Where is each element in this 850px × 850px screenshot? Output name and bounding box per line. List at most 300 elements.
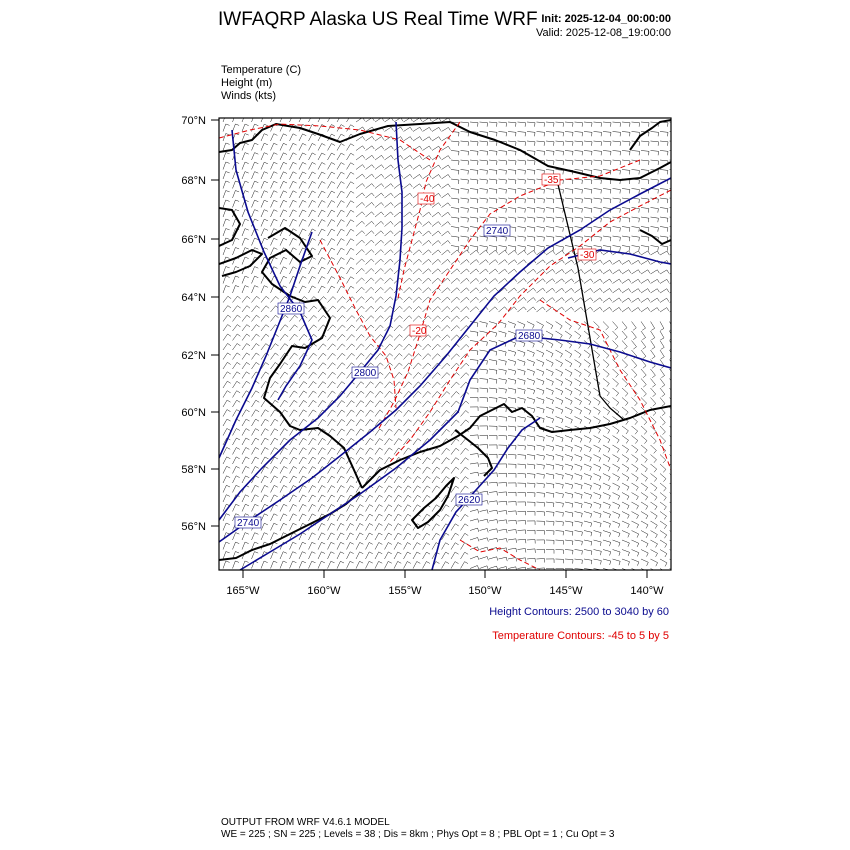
- wind-barb: [480, 566, 489, 570]
- wind-barb: [233, 457, 240, 464]
- wind-barb: [223, 191, 230, 199]
- wind-barb: [242, 143, 249, 150]
- wind-barb: [603, 483, 610, 490]
- wind-barb: [328, 191, 336, 198]
- wind-barb: [537, 455, 545, 460]
- wind-barb: [613, 540, 621, 547]
- wind-barb: [347, 505, 354, 512]
- wind-barb: [565, 407, 572, 414]
- wind-barb: [489, 260, 498, 265]
- wind-barb: [394, 429, 402, 435]
- wind-barb: [499, 260, 508, 265]
- wind-barb: [518, 322, 525, 329]
- wind-barb: [508, 322, 516, 329]
- wind-barb: [556, 260, 565, 265]
- wind-barb: [290, 476, 297, 483]
- wind-barb: [575, 464, 583, 471]
- wind-barb: [556, 493, 564, 498]
- wind-barb: [499, 250, 508, 255]
- wind-barb: [366, 174, 375, 179]
- wind-barb: [404, 373, 412, 379]
- wind-barb: [242, 344, 250, 351]
- wind-barb: [641, 502, 648, 510]
- wind-barb: [480, 141, 488, 146]
- wind-barb: [632, 270, 641, 274]
- wind-barb: [375, 457, 383, 464]
- wind-barb: [489, 160, 497, 165]
- wind-barb: [242, 410, 250, 417]
- wind-barb: [442, 259, 451, 264]
- wind-barb: [318, 391, 326, 398]
- wind-barb: [299, 153, 306, 160]
- wind-barb: [423, 458, 431, 465]
- wind-barb: [347, 267, 355, 274]
- wind-barb: [290, 153, 297, 160]
- wind-barb: [404, 306, 413, 312]
- wind-barb: [290, 238, 297, 245]
- wind-barb: [556, 550, 564, 554]
- wind-barb: [565, 279, 574, 284]
- wind-barb: [603, 160, 611, 165]
- wind-barb: [461, 189, 469, 194]
- wind-barb: [404, 495, 412, 502]
- wind-barb: [508, 379, 516, 385]
- wind-barb: [499, 445, 507, 449]
- wind-barb: [356, 552, 363, 559]
- wind-barb: [347, 286, 355, 293]
- wind-barb: [271, 391, 279, 398]
- wind-barb: [660, 540, 667, 548]
- wind-barb: [432, 524, 440, 531]
- wind-barb: [233, 466, 240, 473]
- wind-barb: [394, 354, 402, 360]
- model-version: OUTPUT FROM WRF V4.6.1 MODEL: [221, 817, 390, 828]
- wind-barb: [318, 125, 325, 132]
- wind-barb: [622, 341, 627, 350]
- wind-barb: [404, 429, 412, 435]
- wind-barb: [356, 344, 364, 350]
- wind-barb: [565, 550, 573, 555]
- wind-barb: [385, 146, 394, 151]
- wind-barb: [394, 420, 402, 426]
- height-label-3: 2680: [518, 331, 541, 342]
- wind-barb: [670, 426, 675, 435]
- wind-barb: [347, 552, 354, 559]
- wind-barb: [318, 419, 326, 426]
- wind-barb: [404, 231, 413, 236]
- wind-barb: [651, 369, 656, 378]
- wind-barb: [261, 476, 268, 483]
- wind-barb: [223, 276, 230, 284]
- wind-barb: [242, 372, 250, 379]
- wind-barb: [271, 552, 278, 559]
- wind-barb: [537, 227, 545, 232]
- wind-barb: [632, 531, 639, 538]
- wind-barb: [651, 474, 657, 482]
- wind-barb: [223, 219, 230, 227]
- wind-barb: [527, 540, 535, 544]
- wind-barb: [651, 279, 660, 283]
- height-label-4: 2620: [458, 495, 481, 506]
- wind-barb: [461, 552, 469, 559]
- wind-barb: [508, 250, 517, 255]
- wind-barb: [641, 464, 647, 472]
- wind-barb: [556, 407, 563, 414]
- wind-barb: [546, 369, 553, 376]
- wind-barb: [546, 251, 555, 256]
- wind-barb: [271, 134, 278, 141]
- wind-barb: [622, 502, 629, 509]
- wind-barb: [603, 388, 609, 396]
- wind-barb: [565, 559, 573, 564]
- wind-barb: [632, 521, 639, 528]
- wind-barb: [565, 360, 572, 368]
- wind-barb: [603, 217, 611, 222]
- wind-barb: [632, 493, 639, 501]
- wind-barb: [622, 398, 628, 406]
- wind-barb: [556, 512, 564, 517]
- wind-barb: [356, 174, 365, 179]
- lon-label-145w: 145°W: [549, 585, 583, 597]
- wind-barb: [575, 208, 583, 213]
- wind-barb: [575, 521, 583, 527]
- wind-barb: [233, 124, 240, 132]
- wind-barb: [470, 482, 479, 486]
- wind-barb: [594, 455, 601, 462]
- wind-barb: [613, 512, 620, 519]
- wind-barb: [299, 448, 307, 455]
- wind-barb: [556, 141, 564, 146]
- wind-barb: [556, 350, 563, 357]
- wind-barb: [613, 445, 620, 453]
- wind-barb: [233, 542, 240, 549]
- wind-barb: [309, 448, 317, 455]
- wind-barb: [404, 203, 413, 208]
- wind-barb: [385, 165, 394, 170]
- wind-barb: [537, 531, 545, 535]
- wind-barb: [261, 523, 268, 530]
- wind-barb: [575, 360, 582, 368]
- wind-barb: [527, 464, 535, 469]
- wind-barb: [356, 240, 365, 245]
- wind-barb: [242, 124, 249, 131]
- wind-barb: [575, 189, 583, 194]
- wind-barb: [489, 566, 498, 570]
- wind-barb: [613, 388, 619, 396]
- wind-barb: [594, 502, 602, 509]
- wind-barb: [337, 258, 345, 265]
- wind-barb: [518, 436, 526, 441]
- wind-barb: [651, 464, 657, 472]
- wind-barb: [375, 184, 384, 189]
- wind-barb: [575, 550, 583, 555]
- wind-barb: [499, 151, 507, 156]
- wind-barb: [366, 165, 375, 170]
- wind-barb: [565, 288, 574, 293]
- wind-barb: [309, 219, 316, 226]
- wind-barb: [309, 533, 316, 540]
- wind-barb: [489, 170, 497, 175]
- wind-barb: [537, 483, 545, 488]
- wind-barb: [271, 315, 279, 321]
- wind-barb: [432, 212, 441, 217]
- wind-barb: [556, 502, 564, 507]
- wind-barb: [660, 236, 668, 241]
- wind-barb: [584, 217, 592, 222]
- wind-barb: [461, 411, 469, 417]
- wind-barb: [290, 467, 297, 474]
- wind-barb: [394, 344, 402, 350]
- wind-barb: [470, 141, 478, 146]
- wind-barb: [603, 512, 611, 519]
- wind-barb: [632, 455, 639, 463]
- wind-barb: [309, 561, 316, 568]
- wind-barb: [537, 350, 544, 357]
- wind-barb: [641, 341, 646, 350]
- wind-barb: [527, 227, 535, 232]
- wind-barb: [546, 436, 554, 442]
- wind-barb: [404, 448, 412, 455]
- wind-barb: [575, 331, 581, 339]
- wind-barb: [489, 520, 498, 524]
- height-label-1: 2740: [486, 226, 509, 237]
- wind-barb: [546, 550, 554, 554]
- wind-barb: [442, 165, 451, 169]
- wind-barb: [556, 521, 564, 526]
- wind-barb: [622, 531, 629, 538]
- wind-barb: [318, 267, 325, 274]
- wind-barb: [499, 189, 507, 194]
- wind-barb: [499, 483, 507, 487]
- wind-barb: [375, 278, 384, 284]
- wind-barb: [223, 143, 230, 151]
- wind-barb: [223, 485, 230, 492]
- wind-barb: [527, 388, 535, 394]
- wind-barb: [366, 250, 375, 255]
- lat-label-68n: 68°N: [181, 175, 206, 187]
- wind-barb: [318, 239, 325, 246]
- coastline-kenai: [455, 430, 492, 476]
- wind-barb: [356, 136, 365, 141]
- wind-barb: [556, 445, 564, 451]
- wind-barb: [404, 184, 413, 189]
- wind-barb: [651, 141, 659, 146]
- wind-barb: [347, 144, 355, 151]
- wind-barb: [651, 417, 657, 426]
- wind-barb: [290, 561, 297, 568]
- wind-barb: [271, 172, 278, 179]
- wind-barb: [641, 417, 647, 425]
- wind-barb: [470, 388, 478, 392]
- wind-barb: [641, 298, 650, 302]
- wind-barb: [404, 156, 413, 161]
- wind-barb: [423, 222, 432, 227]
- wind-barb: [299, 191, 306, 198]
- wind-barb: [565, 455, 573, 461]
- wind-barb: [527, 208, 535, 213]
- wind-barb: [242, 495, 249, 502]
- wind-barb: [280, 191, 287, 198]
- wind-barb: [556, 531, 564, 536]
- wind-barb: [584, 407, 591, 414]
- wind-barb: [280, 238, 287, 245]
- wind-barb: [366, 193, 375, 198]
- wind-barb: [413, 354, 421, 360]
- wind-barb: [242, 466, 249, 473]
- wind-barb: [594, 198, 602, 203]
- wind-barb: [299, 410, 307, 417]
- wind-barb: [356, 410, 364, 417]
- wind-barb: [356, 391, 364, 397]
- wind-barb: [480, 426, 488, 430]
- wind-barb: [537, 379, 545, 386]
- wind-barb: [442, 250, 451, 255]
- wind-barb: [575, 350, 582, 358]
- wind-barb: [499, 269, 508, 274]
- wind-barb: [594, 436, 601, 443]
- init-time: Init: 2025-12-04_00:00:00: [541, 13, 671, 25]
- wind-barb: [651, 398, 656, 407]
- wind-barb: [394, 325, 402, 331]
- wind-barb: [622, 298, 631, 303]
- wind-barb: [261, 448, 268, 455]
- wind-barb: [499, 529, 508, 533]
- wind-barb: [527, 307, 536, 312]
- wind-barb: [508, 502, 516, 506]
- wind-barb: [527, 455, 535, 460]
- wind-barb: [546, 445, 554, 451]
- wind-barb: [470, 398, 478, 402]
- wind-barb: [556, 160, 564, 165]
- wind-barb: [660, 132, 668, 137]
- wind-barb: [527, 530, 535, 534]
- wind-barb: [613, 398, 619, 406]
- wind-barb: [461, 151, 469, 156]
- wind-barb: [451, 160, 459, 165]
- wind-barb: [432, 137, 441, 141]
- wind-barb: [603, 132, 611, 137]
- wind-barb: [461, 316, 470, 321]
- wind-barb: [385, 439, 393, 446]
- wind-barb: [413, 495, 421, 502]
- wind-barb: [641, 474, 648, 482]
- wind-barb: [280, 153, 287, 160]
- wind-barb: [309, 486, 316, 493]
- wind-barb: [651, 246, 659, 251]
- wind-barb: [537, 464, 545, 469]
- wind-barb: [347, 533, 354, 540]
- wind-barb: [233, 476, 240, 483]
- wind-barb: [242, 533, 249, 540]
- wind-barb: [499, 179, 507, 184]
- wind-barb: [546, 236, 554, 241]
- wind-barb: [651, 270, 660, 274]
- wind-barb: [347, 335, 355, 341]
- wind-barb: [641, 122, 649, 127]
- wind-barb: [660, 298, 669, 302]
- wind-barb: [603, 474, 610, 481]
- wind-barb: [423, 552, 431, 559]
- wind-barb: [451, 543, 459, 550]
- wind-barb: [470, 208, 478, 213]
- wind-barb: [632, 236, 640, 241]
- wind-barb: [280, 134, 287, 141]
- wind-barb: [299, 286, 306, 293]
- wind-barb: [575, 179, 583, 184]
- wind-barb: [556, 540, 564, 545]
- wind-barb: [356, 212, 365, 217]
- wind-barb: [527, 179, 535, 184]
- wind-barb: [375, 269, 384, 275]
- wind-barb: [337, 267, 345, 274]
- wind-barb: [252, 276, 259, 283]
- wind-barb: [660, 369, 665, 378]
- wind-barb: [318, 495, 325, 502]
- wind-barb: [565, 198, 573, 203]
- wind-barb: [290, 514, 297, 521]
- wind-barb: [670, 407, 675, 416]
- wind-barb: [328, 523, 335, 530]
- wind-barb: [603, 502, 610, 509]
- wind-barb: [271, 476, 278, 483]
- wind-barb: [603, 350, 609, 358]
- wind-barb: [546, 331, 553, 338]
- wind-barb: [508, 388, 516, 394]
- wind-barb: [423, 231, 432, 236]
- wind-barb: [508, 122, 516, 127]
- wind-barb: [565, 179, 573, 184]
- wind-barb: [518, 360, 526, 366]
- wind-barb: [518, 483, 526, 487]
- wind-barb: [356, 457, 364, 464]
- wind-barb: [271, 410, 279, 417]
- wind-barb: [660, 208, 668, 213]
- wind-barb: [546, 122, 554, 127]
- wind-barb: [575, 279, 584, 284]
- wind-barb: [328, 448, 336, 455]
- wind-barb: [290, 410, 298, 417]
- wind-barb: [556, 388, 563, 395]
- wind-barb: [318, 363, 326, 369]
- wind-barb: [537, 521, 545, 525]
- wind-barb: [404, 278, 413, 283]
- wind-barb: [613, 246, 621, 251]
- wind-barb: [404, 543, 411, 550]
- wind-barb: [632, 279, 641, 283]
- wind-barb: [546, 559, 554, 563]
- wind-barb: [565, 331, 572, 339]
- wind-barb: [309, 400, 317, 407]
- wind-barb: [347, 438, 355, 445]
- wind-barb: [603, 407, 610, 415]
- wind-barb: [632, 398, 638, 406]
- wind-barb: [641, 246, 649, 251]
- wind-barb: [470, 297, 479, 302]
- wind-barb: [660, 270, 669, 274]
- wind-barb: [385, 203, 394, 208]
- wind-barb: [233, 286, 240, 294]
- wind-barb: [451, 448, 459, 454]
- wind-barb: [594, 540, 602, 546]
- wind-barb: [584, 151, 592, 156]
- wind-barb: [499, 464, 507, 468]
- wind-barb: [271, 153, 278, 160]
- wind-barb: [461, 354, 469, 360]
- wind-barb: [394, 486, 402, 493]
- wind-barb: [622, 270, 631, 274]
- wind-barb: [451, 373, 459, 379]
- wind-barb: [603, 260, 612, 264]
